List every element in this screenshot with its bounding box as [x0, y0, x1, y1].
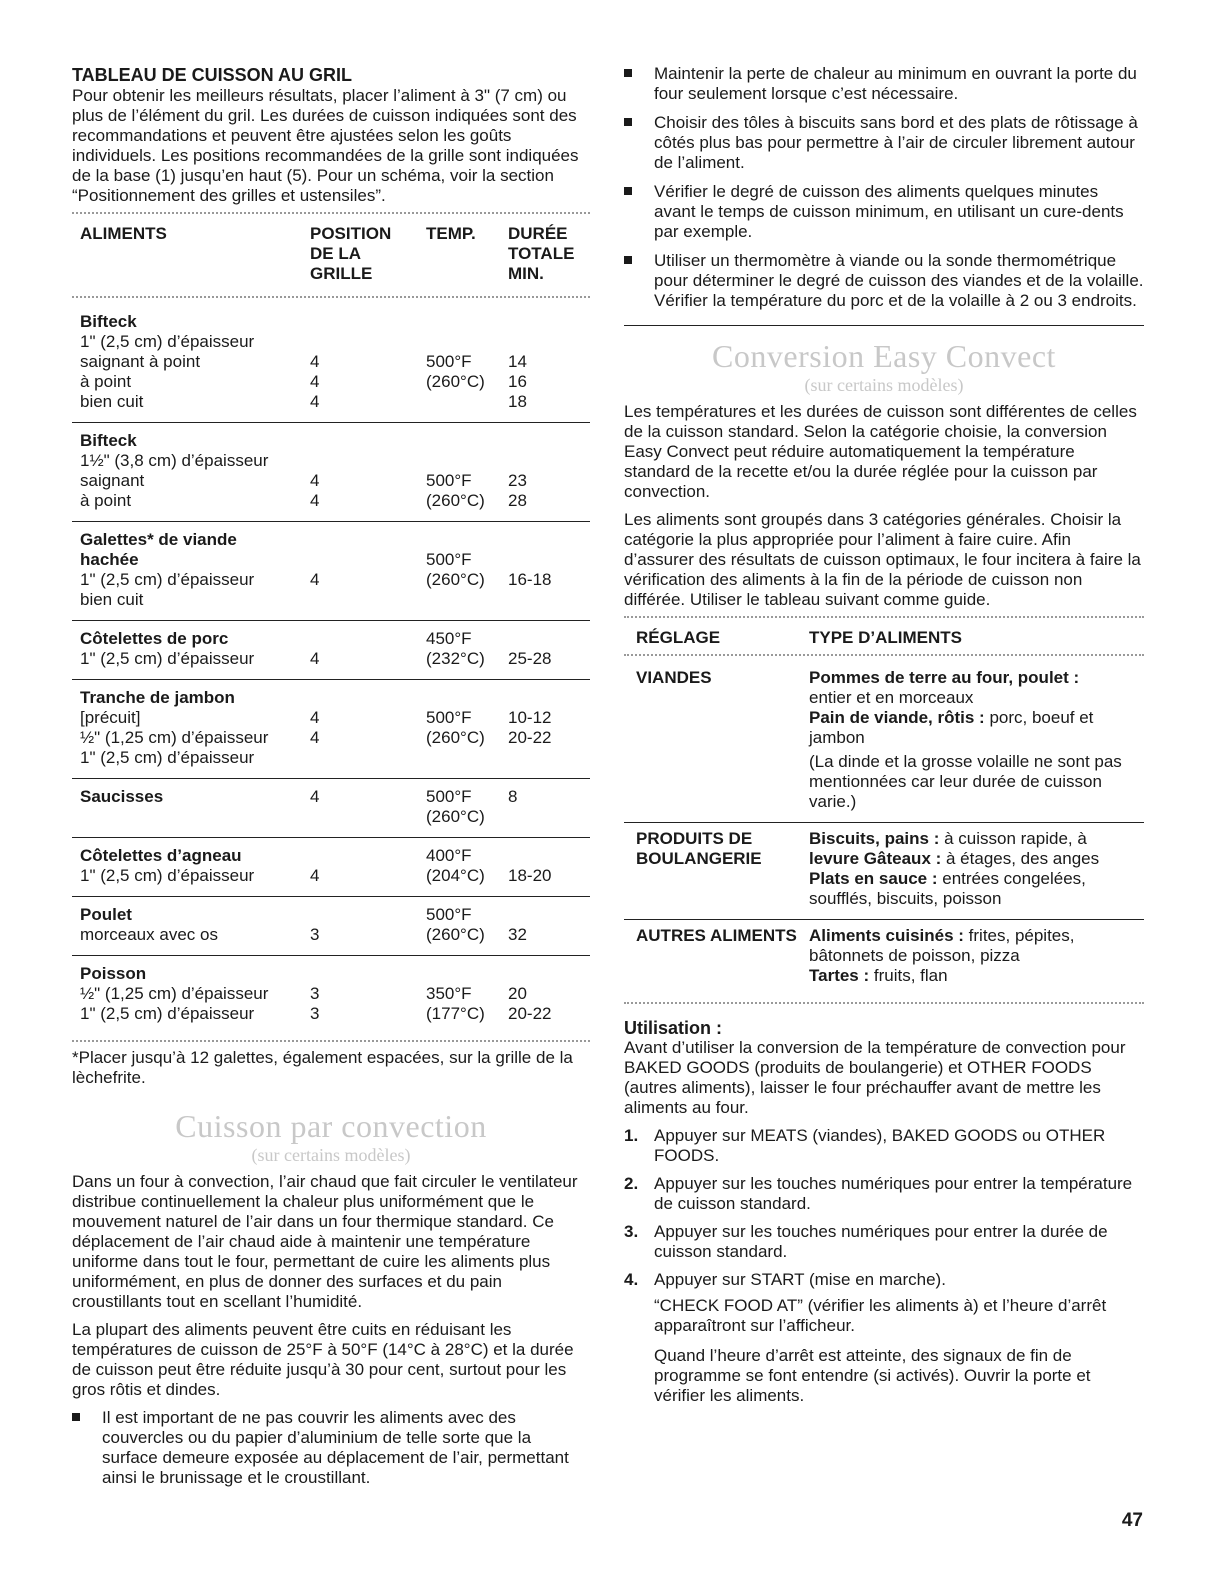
position: [310, 332, 426, 352]
table-row: [80, 629, 590, 649]
convection-bullets: [72, 1408, 590, 1488]
minutes: 20: [508, 984, 527, 1003]
temp: [426, 451, 508, 471]
grill-group: [72, 896, 590, 955]
convection-paragraph-2: La plupart des aliments peuvent être cuits en réduisant les températures de cuisson de 25°F à 50°F (14°C à 28°C) et la durée de cuisson peut être réduite jusqu’à 30 pour cent, surtout pour les gros rôtis et dindes.: [72, 1320, 574, 1399]
temp: 500°F: [426, 787, 472, 806]
table-row: [80, 372, 590, 392]
table-row: [80, 807, 590, 827]
desc: à point: [80, 491, 132, 510]
food-name: Poisson: [80, 964, 147, 983]
bullet-icon: [624, 256, 632, 264]
desc: 1½" (3,8 cm) d’épaisseur: [80, 451, 269, 470]
table-row: [624, 662, 1144, 822]
minutes: 25-28: [508, 649, 552, 668]
position: 4: [310, 728, 320, 747]
desc: hachée: [80, 550, 139, 569]
desc: 1" (2,5 cm) d’épaisseur: [80, 748, 255, 767]
minutes: [508, 629, 598, 649]
bullet-icon: [72, 1413, 80, 1421]
grill-table-header: [72, 220, 590, 290]
table-row: [80, 332, 590, 352]
table-row: [80, 649, 590, 669]
convect-table-body: [624, 662, 1144, 996]
position: 4: [310, 392, 320, 411]
position: 4: [310, 372, 320, 391]
grill-group: [72, 422, 590, 521]
desc: à point: [80, 372, 132, 391]
temp: [426, 312, 508, 332]
position: [310, 451, 426, 471]
desc: bien cuit: [80, 392, 144, 411]
temp: 500°F: [426, 471, 472, 490]
position: 3: [310, 1004, 320, 1023]
food-name: Poulet: [80, 905, 132, 924]
table-row: [80, 431, 590, 451]
temp: 500°F: [426, 352, 472, 371]
grill-group: [72, 679, 590, 778]
table-row: [80, 570, 590, 590]
position: [310, 688, 426, 708]
food-name: Tranche de jambon: [80, 688, 235, 707]
temp: (260°C): [426, 925, 485, 944]
position: 4: [310, 866, 320, 885]
position: [310, 964, 426, 984]
minutes: [508, 846, 598, 866]
right-column: [624, 64, 1144, 1414]
list-item: Il est important de ne pas couvrir les aliments avec des couvercles ou du papier d’aluminium de telle sorte que la surface demeure exposée au déplacement de l’air, permettant ainsi le brunissage et le croustillant.: [72, 1408, 590, 1488]
minutes: [508, 312, 598, 332]
easy-convect-paragraph-1: Les températures et les durées de cuisson sont différentes de celles de la cuisson standard. Selon la catégorie choisie, la conversion Easy Convect peut réduire automatiquement la température standard de la recette et/ou la durée réglée pour la cuisson par convection.: [624, 402, 1137, 501]
minutes: 8: [508, 787, 518, 806]
convection-paragraph-1: Dans un four à convection, l’air chaud que fait circuler le ventilateur distribue continuellement la chaleur plus uniformément que le mouvement naturel de l’air dans un four thermique standard. Ce déplacement de l’air chaud aide à maintenir une température uniforme dans tout le four, permettant de cuire les aliments plus uniformément, en plus de donner des surfaces et du pain croustillants tout en scellant l’humidité.: [72, 1172, 578, 1311]
convection-subtitle: (sur certains modèles): [251, 1145, 411, 1165]
minutes: 20-22: [508, 728, 552, 747]
table-row: [80, 984, 590, 1004]
temp: [426, 590, 508, 610]
temp: 500°F: [426, 550, 472, 569]
table-row: [80, 491, 590, 511]
food-name: Bifteck: [80, 431, 137, 450]
easy-convect-subtitle: (sur certains modèles): [804, 375, 964, 395]
grill-group: [72, 837, 590, 896]
desc: ½" (1,25 cm) d’épaisseur: [80, 984, 269, 1003]
table-row: [80, 728, 590, 748]
page-number: 47: [1121, 1510, 1143, 1531]
temp: [426, 530, 508, 550]
table-row: [80, 550, 590, 570]
temp: [426, 392, 508, 412]
divider: [72, 212, 590, 214]
minutes: [508, 530, 598, 550]
position: 3: [310, 984, 320, 1003]
table-row: [80, 846, 590, 866]
desc: 1" (2,5 cm) d’épaisseur: [80, 649, 255, 668]
temp: [426, 431, 508, 451]
desc: morceaux avec os: [80, 925, 218, 944]
table-row: [80, 866, 590, 886]
temp: 500°F: [426, 905, 472, 924]
grill-group: [72, 955, 590, 1034]
position: [310, 807, 426, 827]
temp: (260°C): [426, 570, 485, 589]
minutes: [508, 590, 598, 610]
position: 4: [310, 787, 320, 806]
table-row: [80, 748, 590, 768]
grill-group: [72, 304, 590, 422]
header-aliments: ALIMENTS: [80, 224, 167, 243]
minutes: [508, 905, 598, 925]
minutes: [508, 451, 598, 471]
list-item: 1. Appuyer sur MEATS (viandes), BAKED GOODS ou OTHER FOODS.: [624, 1126, 1106, 1165]
convect-table-header: [624, 624, 1144, 654]
utilisation-paragraph: Avant d’utiliser la conversion de la température de convection pour BAKED GOODS (produits de boulangerie) et OTHER FOODS (autres aliments), laisser le four préchauffer avant de mettre les aliments au four.: [624, 1038, 1126, 1117]
desc: [80, 807, 310, 827]
temp: (260°C): [426, 491, 485, 510]
step4-note-2: Quand l’heure d’arrêt est atteinte, des signaux de fin de programme se font entendre (si activés). Ouvrir la porte et vérifier les aliments.: [654, 1346, 1091, 1405]
minutes: 14: [508, 352, 527, 371]
bullet-icon: [624, 118, 632, 126]
header-type: TYPE D’ALIMENTS: [809, 628, 963, 647]
position: [310, 550, 426, 570]
temp: 400°F: [426, 846, 472, 865]
category: AUTRES ALIMENTS: [636, 926, 797, 945]
minutes: [508, 431, 598, 451]
step4-note-1: “CHECK FOOD AT” (vérifier les aliments à) et l’heure d’arrêt apparaîtront sur l’afficheur.: [654, 1296, 1107, 1335]
minutes: 23: [508, 471, 527, 490]
position: [310, 748, 426, 768]
temp: 350°F: [426, 984, 472, 1003]
temp: (204°C): [426, 866, 485, 885]
easy-convect-title: Conversion Easy Convect: [712, 338, 1056, 374]
divider: [624, 654, 1144, 656]
table-row: [80, 1004, 590, 1024]
list-item: 3. Appuyer sur les touches numériques pour entrer la durée de cuisson standard.: [624, 1222, 1108, 1261]
category: VIANDES: [636, 668, 712, 687]
grill-group: [72, 778, 590, 837]
desc: saignant: [80, 471, 145, 490]
bullet-icon: [624, 69, 632, 77]
position: 4: [310, 491, 320, 510]
grill-group: [72, 620, 590, 679]
grill-group: [72, 521, 590, 620]
position: [310, 312, 426, 332]
divider: [72, 1040, 590, 1042]
position: [310, 590, 426, 610]
desc: 1" (2,5 cm) d’épaisseur: [80, 1004, 255, 1023]
food-name: Saucisses: [80, 787, 164, 806]
desc: ½" (1,25 cm) d’épaisseur: [80, 728, 269, 747]
desc: 1" (2,5 cm) d’épaisseur: [80, 332, 255, 351]
divider: [624, 616, 1144, 618]
list-item: Vérifier le degré de cuisson des aliments quelques minutes avant le temps de cuisson minimum, en utilisant un cure-dents par exemple.: [624, 182, 1144, 242]
temp: [426, 332, 508, 352]
position: [310, 905, 426, 925]
list-item: Utiliser un thermomètre à viande ou la sonde thermométrique pour déterminer le degré de cuisson des viandes et de la volaille. Vérifier la température du porc et de la volaille à 2 ou 3 endroits.: [624, 251, 1144, 311]
bullet-icon: [624, 187, 632, 195]
easy-convect-paragraph-2: Les aliments sont groupés dans 3 catégories générales. Choisir la catégorie la plus appropriée pour l’aliment à faire cuire. Afin d’assurer des résultats de cuisson optimaux, le four incitera à faire la vérification des aliments à la fin de la période de cuisson non différée. Utiliser le tableau suivant comme guide.: [624, 510, 1141, 609]
minutes: [508, 964, 598, 984]
temp: [426, 748, 508, 768]
position: [310, 629, 426, 649]
desc: 1" (2,5 cm) d’épaisseur: [80, 866, 255, 885]
utilisation-title: Utilisation :: [624, 1018, 722, 1038]
position: [310, 846, 426, 866]
table-row: [624, 822, 1144, 919]
position: 4: [310, 649, 320, 668]
minutes: [508, 332, 598, 352]
header-reglage: RÉGLAGE: [636, 628, 721, 647]
minutes: 18-20: [508, 866, 552, 885]
table-row: [80, 471, 590, 491]
table-row: [80, 352, 590, 372]
position: [310, 431, 426, 451]
minutes: 18: [508, 392, 527, 411]
list-item: 2. Appuyer sur les touches numériques pour entrer la température de cuisson standard.: [624, 1174, 1133, 1213]
tips-list: [624, 64, 1144, 311]
grill-table-body: [72, 304, 590, 1034]
table-row: [80, 530, 590, 550]
minutes: [508, 807, 598, 827]
category: PRODUITS DE BOULANGERIE: [636, 829, 762, 868]
position: 4: [310, 471, 320, 490]
grill-intro: Pour obtenir les meilleurs résultats, placer l’aliment à 3" (7 cm) ou plus de l’élément du gril. Les durées de cuisson indiquées sont des recommandations et peuvent être ajustées selon les goûts individuels. Les positions recommandées de la grille sont indiquées de la base (1) jusqu’en haut (5). Pour un schéma, voir la section “Positionnement des grilles et ustensiles”.: [72, 86, 579, 205]
minutes: [508, 688, 598, 708]
food-name: Bifteck: [80, 312, 137, 331]
position: 4: [310, 708, 320, 727]
temp: (260°C): [426, 807, 485, 826]
desc: [précuit]: [80, 708, 141, 727]
left-column: [72, 64, 590, 1497]
list-item: Choisir des tôles à biscuits sans bord et des plats de rôtissage à côtés plus bas pour permettre à l’air de circuler librement autour de l’aliment.: [624, 113, 1144, 173]
food-types: Biscuits, pains : à cuisson rapide, à levure Gâteaux : à étages, des anges Plats en sauce : entrées congelées, soufflés, biscuits, poisson: [809, 829, 1100, 908]
food-name: Côtelettes de porc: [80, 629, 229, 648]
minutes: [508, 748, 598, 768]
food-types: Pommes de terre au four, poulet : entier et en morceaux Pain de viande, rôtis : porc, boeuf et jambon (La dinde et la grosse volaille ne sont pas mentionnées car leur durée de cuisson varie.): [809, 668, 1122, 811]
minutes: 28: [508, 491, 527, 510]
list-item: Maintenir la perte de chaleur au minimum en ouvrant la porte du four seulement lorsque c’est nécessaire.: [624, 64, 1144, 104]
minutes: 16: [508, 372, 527, 391]
table-row: [80, 905, 590, 925]
header-position: POSITION DE LA GRILLE: [310, 224, 392, 283]
convection-title: Cuisson par convection: [175, 1108, 487, 1144]
minutes: 10-12: [508, 708, 552, 727]
table-row: [80, 451, 590, 471]
table-row: [80, 787, 590, 807]
position: [310, 530, 426, 550]
divider: [624, 1002, 1144, 1004]
food-types: Aliments cuisinés : frites, pépites, bâtonnets de poisson, pizza Tartes : fruits, flan: [809, 926, 1075, 985]
table-row: [80, 392, 590, 412]
temp: (177°C): [426, 1004, 485, 1023]
table-row: [80, 312, 590, 332]
temp: [426, 964, 508, 984]
grill-footnote: *Placer jusqu’à 12 galettes, également espacées, sur la grille de la lèchefrite.: [72, 1048, 573, 1087]
table-row: [80, 708, 590, 728]
minutes: 20-22: [508, 1004, 552, 1023]
minutes: 16-18: [508, 570, 552, 589]
steps-list: [624, 1126, 1144, 1406]
header-temp: TEMP.: [426, 224, 476, 243]
food-name: Galettes* de viande: [80, 530, 237, 549]
desc: 1" (2,5 cm) d’épaisseur: [80, 570, 255, 589]
temp: 500°F: [426, 708, 472, 727]
temp: (260°C): [426, 728, 485, 747]
temp: 450°F: [426, 629, 472, 648]
temp: [426, 688, 508, 708]
table-row: [80, 590, 590, 610]
table-row: [80, 688, 590, 708]
desc: saignant à point: [80, 352, 201, 371]
header-duree: DURÉE TOTALE MIN.: [508, 224, 575, 283]
table-row: [624, 919, 1144, 996]
divider: [72, 296, 590, 298]
position: 4: [310, 570, 320, 589]
desc: bien cuit: [80, 590, 144, 609]
food-name: Côtelettes d’agneau: [80, 846, 242, 865]
minutes: 32: [508, 925, 527, 944]
temp: (260°C): [426, 372, 485, 391]
temp: (232°C): [426, 649, 485, 668]
minutes: [508, 550, 598, 570]
grill-table-title: TABLEAU DE CUISSON AU GRIL: [72, 65, 353, 85]
position: 3: [310, 925, 320, 944]
list-item: 4. Appuyer sur START (mise en marche). “CHECK FOOD AT” (vérifier les aliments à) et l’heure d’arrêt apparaîtront sur l’afficheur. Quand l’heure d’arrêt est atteinte, des signaux de fin de programme se font entendre (si activés). Ouvrir la porte et vérifier les aliments.: [624, 1270, 1144, 1406]
table-row: [80, 964, 590, 984]
table-row: [80, 925, 590, 945]
position: 4: [310, 352, 320, 371]
